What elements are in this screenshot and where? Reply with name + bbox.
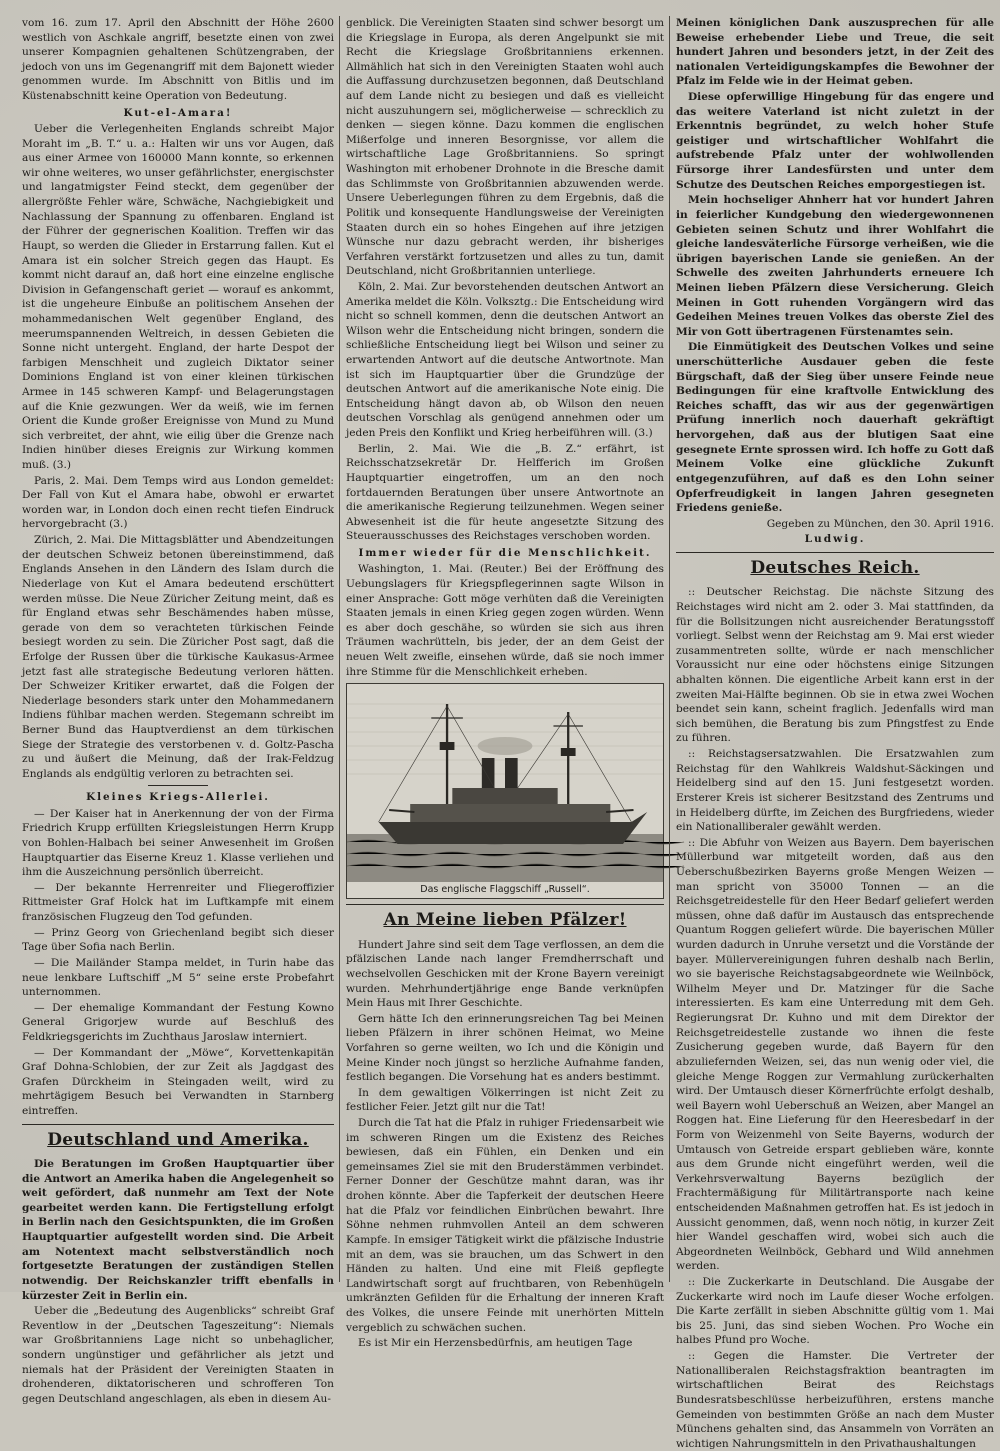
allerlei-item: — Der bekannte Herrenreiter und Fliegeroffizier Rittmeister Graf Holck hat im Luftkampfe mit einem französischen Flugzeug den Tod gefunden. bbox=[22, 881, 334, 924]
reich-item: :: Die Abfuhr von Weizen aus Bayern. Dem bayerischen Müllerbund war mitgeteilt worden, daß aus den Ueberschußbezirken Bayerns große Mengen Weizen — man spricht von 35000 Tonnen — an die Reichsgetreidestelle für den Heer Bedarf geliefert werden müssen, ohne daß dafür im Austausch das entsprechende Quantum Roggen geliefert würde. Die bayerischen Müller wurden dadurch in Unruhe versetzt und die Vorstände der bayer. Müllervereinigungen fuhren deshalb nach Berlin, wo sie bayerische Reichstagsabgeordnete wie Weilnböck, Wilhelm Meyer und Dr. Matzinger für die Sache interessierten. Es kam eine Unterredung mit dem Geh. Regierungsrat Dr. Kuhno und mit dem Direktor der Reichsgetreidestelle zustande wo ihnen die feste Zusicherung gegeben wurde, daß Bayern für den abzuliefernden Weizen, sei, das nun wenig oder viel, die gleiche Menge Roggen zur Vermahlung zurückerhalten wird. Der Umtausch dieser Körnerfrüchte erfolgt deshalb, weil Bayern wohl Ueberschuß an Weizen, aber Mangel an Roggen hat. Eine Lieferung für den Heeresbedarf in der Form von Weizenmehl von Seite Bayerns, wodurch der Umtausch von Getreide erspart geblieben wäre, konnte aus dem Grunde nicht eingeführt werden, weil die Verkehrsverwaltung Bayerns bezüglich der Frachtermäßigung für Militärtransporte nach keine entscheidenden Maßnahmen getroffen hat. Es ist jedoch in Aussicht genommen, daß, wenn noch nötig, in kurzer Zeit hier Wandel geschaffen wird, wobei sich auch die Abgeordneten Weilnböck, Gebhard und Wild annehmen werden. bbox=[676, 836, 994, 1273]
proclamation-continued: Meinen königlichen Dank auszusprechen für alle Beweise erhebender Liebe und Treue, die seit hundert Jahren und besonders jetzt, in der Zeit des nationalen Verteidigungskampfes die Bewohner der Pfalz im Felde wie in der Heimat geben. bbox=[676, 17, 994, 88]
column-left bbox=[22, 16, 334, 1405]
battleship-image bbox=[347, 684, 663, 882]
intro-paragraph: vom 16. zum 17. April den Abschnitt der Höhe 2600 westlich von Aschkale angriff, besetzte einen von zwei unserer Kompagnien gehaltenen Schützengraben, der jedoch von uns im Gegenangriff mit dem Bajonett wieder genommen wurde. Im Abschnitt von Bitlis und im Küstenabschnitt keine Operation von Bedeutung. bbox=[22, 17, 334, 103]
kriegs-allerlei-headline: Kleines Kriegs-Allerlei. bbox=[86, 791, 270, 804]
koeln-paragraph: Köln, 2. Mai. Zur bevorstehenden deutschen Antwort an Amerika meldet die Köln. Volksztg.: Die Entscheidung wird nicht so schnell kommen, denn die deutschen Antwort an Wilson wehr die Entscheidung nicht bringen, sondern die schließliche Entscheidung liegt bei Wilson und seiner zu erwartenden Antwort auf die deutsche Antwortnote. Man ist sich im Hauptquartier über die Grundzüge der deutschen Antwort auf die amerikanische Note einig. Die Entscheidung hängt davon ab, ob Wilson den neuen deutschen Vorschlag als genügend annehmen oder um jeden Preis den Konflikt und Krieg herbeiführen will. (3.) bbox=[346, 280, 664, 440]
proclamation-paragraph: In dem gewaltigen Völkerringen ist nicht Zeit zu festlicher Feier. Jetzt gilt nur die Tat! bbox=[346, 1086, 664, 1114]
kut-paragraph-1: Ueber die Verlegenheiten Englands schreibt Major Moraht im „B. T.“ u. a.: Halten wir uns vor Augen, daß aus einer Armee von 160000 Mann konnte, so erkennen wir ohne weiteres, wo unser gefährlichster, energischster und langatmigster Feind steckt, dem gegenüber der allergrößte Fehler wäre, Schwäche, Nachgiebigkeit und Nachlassung der Spannung zu offenbaren. England ist der Führer der gegnerischen Koalition. Treffen wir das Haupt, so werden die Glieder in Erstarrung fallen. Kut el Amara ist ein solcher Streich gegen das Haupt. Es kommt nicht darauf an, daß hort eine einzelne englische Division in Gefangenschaft geriet — worauf es ankommt, ist die ungeheure Einbuße an politischem Ansehen der mohammedanischen Welt gegenüber England, des meerumspannenden Weltreich, in dessen Gebieten die Sonne nicht untergeht. England, der harte Despot der farbigen Menschheit und zugleich Diktator seiner Dominions England ist von einer kleinen türkischen Armee in 145 schweren Kampf- und Belagerungstagen auf die Knie gezwungen. Wer da weiß, wie im fernen Orient die Kunde großer Ereignisse von Mund zu Mund sich verbreitet, der ahnt, wie eilig über die Grenze nach Indien hinüber dieses Ereignis zur Wirkung kommen muß. (3.) bbox=[22, 123, 334, 472]
da-paragraph-1: Die Beratungen im Großen Hauptquartier über die Antwort an Amerika haben die Angelegenheit so weit gefördert, daß nunmehr am Text der Note gearbeitet werden kann. Die Fertigstellung erfolgt in Berlin nach den Gesichtspunkten, die im Großen Hauptquartier aufgestellt worden sind. Die Arbeit am Notentext macht selbstverständlich noch fortgesetzte Beratungen der zuständigen Stellen notwendig. Der Reichskanzler trifft ebenfalls in kürzester Zeit in Berlin ein. bbox=[22, 1158, 334, 1302]
section-divider bbox=[148, 785, 208, 786]
washington-paragraph: Washington, 1. Mai. (Reuter.) Bei der Eröffnung des Uebungslagers für Kriegspflegerinnen sagte Wilson in einer Ansprache: Gott möge verhüten daß die Vereinigten Staaten jemals in einen Krieg gegen zogen würden. Wenn es aber doch geschähe, so würden sie sich aus ihren Träumen wachrütteln, bis jeder, der an dem Geist der neuen Welt zweifle, einsehen würde, daß sie noch immer ihre Stimme für die Menschlichkeit erheben. bbox=[346, 563, 664, 678]
proclamation-paragraph: Hundert Jahre sind seit dem Tage verflossen, an dem die pfälzischen Lande nach langer Fremdherrschaft und wechselvollen Geschicken mit der Krone Bayern vereinigt wurden. Mehrhundertjährige enge Bande verknüpfen Mein Haus mit Ihrer Geschichte. bbox=[346, 938, 664, 1010]
proclamation-dateline: Gegeben zu München, den 30. April 1916. bbox=[766, 517, 994, 530]
da-paragraph-2: Ueber die „Bedeutung des Augenblicks“ schreibt Graf Reventlow in der „Deutschen Tageszeitung“: Niemals war Großbritanniens Lage nicht so unbehaglicher, sondern ungünstiger und gefährlicher als jetzt und niemals hat der Präsident der Vereinigten Staaten in drohenderen, diktatorischeren und schrofferen Ton gegen Deutschland angeschlagen, als eben in diesem Au- bbox=[22, 1305, 334, 1405]
column-right bbox=[676, 16, 994, 1450]
proclamation-paragraph: Die Einmütigkeit des Deutschen Volkes und seine unerschütterliche Ausdauer geben die feste Bürgschaft, daß der Sieg über unsere Feinde neue Bedingungen für eine kraftvolle Entwicklung des Reiches schafft, das wir aus der gegenwärtigen Prüfung innerlich noch dauerhaft gekräftigt hervorgehen, daß aus der blutigen Saat eine gesegnete Ernte sprossen wird. Ich hoffe zu Gott daß Meinem Volke eine glückliche Zukunft entgegenzuführen, auf daß es den Lohn seiner Opferfreudigkeit in langen Jahren gesegneten Friedens genieße. bbox=[676, 341, 994, 515]
deutschland-amerika-headline: Deutschland und Amerika. bbox=[47, 1129, 309, 1150]
allerlei-item: — Der ehemalige Kommandant der Festung Kowno General Grigorjew wurde auf Beschluß des Feldkriegsgerichts im Zuchthaus Jaroslaw interniert. bbox=[22, 1001, 334, 1043]
kut-paragraph-2: Paris, 2. Mai. Dem Temps wird aus London gemeldet: Der Fall von Kut el Amara habe, obwohl er erwartet worden war, in London doch einen recht tiefen Eindruck hervorgebracht (3.) bbox=[22, 474, 334, 531]
allerlei-item: — Der Kommandant der „Möwe“, Korvettenkapitän Graf Dohna-Schlobien, der zur Zeit als Jagdgast des Grafen Dürckheim in Steingaden weilt, wird zu mehrtägigem Besuch bei Verwandten in Starnberg eintreffen. bbox=[22, 1046, 334, 1117]
kut-paragraph-3: Zürich, 2. Mai. Die Mittagsblätter und Abendzeitungen der deutschen Schweiz betonen übereinstimmend, daß Englands Ansehen in den Ländern des Islam durch die Niederlage von Kut el Amara bedeutend erschüttert werden müsse. Die Neue Züricher Zeitung meint, daß es für England etwas sehr Beschämendes haben müsse, gerade von dem so verachteten türkischen Feinde besiegt worden zu sein. Die Züricher Post sagt, daß die Erfolge der Russen über die türkische Kaukasus-Armee jetzt fast alle strategische Bedeutung verloren hätten. Der Schweizer Kritiker erwartet, daß die Folgen der Niederlage besonders stark unter den Mohammedanern Indiens fühlbar machen werden. Stegemann schreibt im Berner Bund das Hauptverdienst an dem türkischen Siege der Strategie des verstorbenen v. d. Goltz-Pascha zu und äußert die Meinung, daß der Irak-Feldzug Englands als endgültig verloren zu betrachten sei. bbox=[22, 534, 334, 780]
allerlei-item: — Prinz Georg von Griechenland begibt sich dieser Tage über Sofia nach Berlin. bbox=[22, 926, 334, 954]
reich-item: :: Die Zuckerkarte in Deutschland. Die Ausgabe der Zuckerkarte wird noch im Laufe dieser Woche erfolgen. Die Karte zerfällt in sieben Abschnitte gültig vom 1. Mai bis 25. Juni, das sind sieben Wochen. Pro Woche ein halbes Pfund pro Woche. bbox=[676, 1276, 994, 1347]
section-rule bbox=[676, 552, 994, 553]
kut-headline: Kut-el-Amara! bbox=[123, 106, 233, 119]
amerika-continued: genblick. Die Vereinigten Staaten sind schwer besorgt um die Kriegslage in Europa, als deren Angelpunkt sie mit Recht die Kriegslage Großbritanniens erkennen. Allmählich hat sich in den Vereinigten Staaten wohl auch die Auffassung durchzusetzen begonnen, daß Deutschland auf dem Lande nicht zu besiegen und daß es vielleicht nicht auszuhungern sei, möglicherweise — schrecklich zu denken — siegen könne. Dazu kommen die englischen Mißerfolge und inneren Besorgnisse, vor allem die wirtschaftliche Lage Großbritanniens. So springt Washington mit erhobener Drohnote in die Bresche damit das Schlimmste von Großbritannien abzuwenden werde. Unsere Ueberlegungen führen zu dem Ergebnis, daß die Politik und konsequente Handlungsweise der Vereinigten Staaten durch ein so hohes Eingehen auf ihre jetzigen Wünsche nur dazu gebracht werden, ihr bisheriges Verfahren verstärkt fortzusetzen und alles zu tun, damit Deutschland, nicht Großbritannien unterliege. bbox=[346, 17, 664, 278]
proclamation-paragraph: Diese opferwillige Hingebung für das engere und das weitere Vaterland ist nicht zuletzt in der Erkenntnis begründet, zu welch hoher Stufe geistiger und wirtschaftlicher Wohlfahrt die aufstrebende Pfalz unter der wohlwollenden Fürsorge ihrer Landesfürsten und unter dem Schutze des Deutschen Reiches emporgestiegen ist. bbox=[676, 91, 994, 191]
allerlei-item: — Die Mailänder Stampa meldet, in Turin habe das neue lenkbare Luftschiff „M 5“ seine erste Probefahrt unternommen. bbox=[22, 956, 334, 999]
deutsches-reich-headline: Deutsches Reich. bbox=[750, 557, 920, 578]
berlin-paragraph: Berlin, 2. Mai. Wie die „B. Z.“ erfährt, ist Reichsschatzsekretär Dr. Helfferich im Großen Hauptquartier eingetroffen, um an den noch fortdauernden Beratungen über unsere Antwortnote an die amerikanische Regierung teilzunehmen. Wegen seiner Abwesenheit ist die für heute angesetzte Sitzung des Steuerausschusses des Reichstages verschoben worden. bbox=[346, 442, 664, 543]
section-rule bbox=[346, 904, 664, 905]
reich-item: :: Reichstagsersatzwahlen. Die Ersatzwahlen zum Reichstag für den Wahlkreis Waldshut-Säckingen und Heidelberg sind auf den 15. Juni festgesetzt worden. Ersterer Kreis ist sicherer Besitzstand des Zentrums und in Heidelberg dürfte, im Zeichen des Burgfriedens, wieder ein Nationalliberaler gewählt werden. bbox=[676, 748, 994, 834]
menschlichkeit-headline: Immer wieder für die Menschlichkeit. bbox=[358, 546, 652, 559]
proclamation-paragraph: Gern hätte Ich den erinnerungsreichen Tag bei Meinen lieben Pfälzern in ihrer schönen Heimat, wo Meine Vorfahren so gerne weilten, wo Ich und die Königin und Meine Kinder noch jüngst so herzliche Aufnahme fanden, festlich begangen. Die Vorsehung hat es anders bestimmt. bbox=[346, 1012, 664, 1084]
reich-item: :: Gegen die Hamster. Die Vertreter der Nationalliberalen Reichstagsfraktion beantragten im wirtschaftlichen Beirat des Reichstags Bundesratsbeschlüsse herbeizuführen, erstens manche Gemeinden von bestimmten Größe an nach dem Muster Münchens gehalten sind, das Ansammeln von Vorräten an wichtigen Nahrungsmitteln in den Privathaushaltungen bbox=[676, 1350, 994, 1450]
proclamation-paragraph: Mein hochseliger Ahnherr hat vor hundert Jahren in feierlicher Kundgebung den wiedergewonnenen Gebieten seinen Schutz und ihrer Wohlfahrt die gleiche landesväterliche Fürsorge verheißen, wie die übrigen bayerischen Lande sie genießen. An der Schwelle des zweiten Jahrhunderts erneuere Ich Meinen lieben Pfälzern diese Versicherung. Gleich Meinen in Gott ruhenden Vorgängern wird das Gedeihen Meines treuen Volkes das oberste Ziel des Mir von Gott übertragenen Fürstenamtes sein. bbox=[676, 194, 994, 338]
allerlei-item: — Der Kaiser hat in Anerkennung der von der Firma Friedrich Krupp erfüllten Kriegsleistungen Herrn Krupp von Bohlen-Halbach bei seiner Anwesenheit im Großen Hauptquartier das Eiserne Kreuz 1. Klasse verliehen und ihm die Auszeichnung persönlich überreicht. bbox=[22, 807, 334, 879]
column-middle bbox=[346, 16, 664, 1350]
ship-caption: Das englische Flaggschiff „Russell“. bbox=[420, 884, 590, 896]
reich-item: :: Deutscher Reichstag. Die nächste Sitzung des Reichstages wird nicht am 2. oder 3. Mai stattfinden, da für die Bollsitzungen nicht ausreichender Beratungsstoff vorliegt. Selbst wenn der Reichstag am 9. Mai erst wieder zusammentreten sollte, würde er nach menschlicher Voraussicht nur eine oder höchstens einige Sitzungen abhalten können. Die eigentliche Arbeit kann erst in der zweiten Mai-Hälfte beginnen. Ob sie in etwa zwei Wochen beendet sein kann, scheint fraglich. Jedenfalls wird man sich bemühen, die Beratung bis zum Pfingstfest zu Ende zu führen. bbox=[676, 586, 994, 745]
ship-illustration bbox=[346, 683, 664, 899]
proclamation-paragraph: Durch die Tat hat die Pfalz in ruhiger Friedensarbeit wie im schweren Ringen um die Existenz des Reiches bewiesen, daß ein Fühlen, ein Denken und ein gemeinsames Ziel sie mit den Bruderstämmen verbindet. Ferner Donner der Geschütze mahnt daran, was ihr drohen könnte. Aber die Tapferkeit der deutschen Heere hat die Pfalz vor feindlichen Einbrüchen bewahrt. Ihre Söhne nehmen ruhmvollen Anteil an dem schweren Kampfe. In emsiger Tätigkeit wirkt die pfälzische Industrie mit an dem, was sie brauchen, um das Schwert in den Händen zu halten. Und eine mit Fleiß gepflegte Landwirtschaft sorgt auf fruchtbaren, von Rebenhügeln umkränzten Gefilden für die Erhaltung der inneren Kraft des Volkes, die unsere Feinde mit unerhörten Mitteln vergeblich zu schwächen suchen. bbox=[346, 1117, 664, 1334]
proclamation-paragraph: Es ist Mir ein Herzensbedürfnis, am heutigen Tage bbox=[358, 1337, 633, 1350]
proclamation-signature: Ludwig. bbox=[804, 533, 866, 546]
pfaelzer-headline: An Meine lieben Pfälzer! bbox=[383, 910, 627, 931]
section-rule bbox=[22, 1124, 334, 1125]
